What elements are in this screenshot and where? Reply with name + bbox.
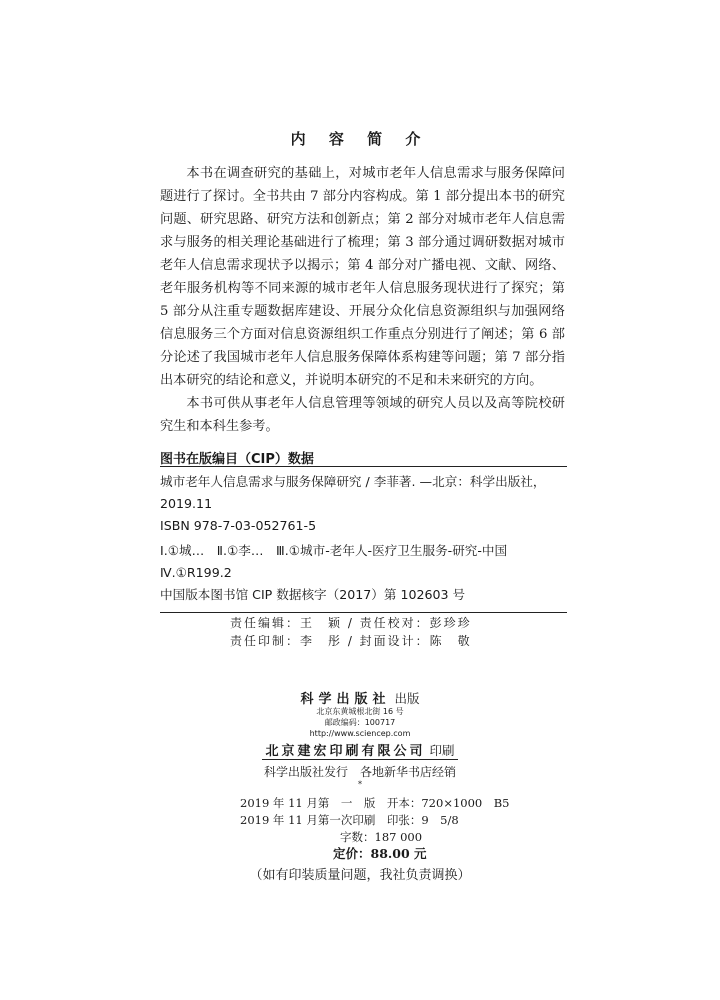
- publisher-website: http://www.sciencep.com: [309, 729, 411, 738]
- word-count: 字数：187 000: [340, 830, 423, 844]
- publisher-address: 北京东黄城根北街 16 号: [316, 707, 404, 716]
- edition-line-1: 2019 年 11 月第 一 版 开本：720×1000 B5: [240, 796, 510, 810]
- price-label: 定价：: [333, 846, 371, 861]
- publisher-suffix: 出版: [394, 691, 420, 706]
- cip-top-rule: [160, 466, 567, 467]
- printer-suffix: 印刷: [429, 743, 455, 758]
- star-mark: *: [358, 780, 362, 789]
- staff-line-production: 责任印制：李 彤 / 封面设计：陈 敬: [230, 634, 472, 648]
- publisher-postal-code: 邮政编码：100717: [324, 718, 396, 727]
- summary-title: 内 容 简 介: [290, 130, 430, 148]
- publisher-name: 科学出版社: [300, 692, 391, 707]
- distribution-line: 科学出版社发行 各地新华书店经销: [263, 765, 456, 779]
- staff-line-editors: 责任编辑：王 颖 / 责任校对：彭珍珍: [230, 616, 472, 630]
- printer-line: [0, 740, 720, 759]
- summary-paragraph-2: 本书可供从事老年人信息管理等领域的研究人员以及高等院校研究生和本科生参考。: [160, 396, 565, 434]
- cip-classification: Ⅰ.①城… Ⅱ.①李… Ⅲ.①城市-老年人-医疗卫生服务-研究-中国 Ⅳ.①R199.2: [160, 543, 520, 580]
- summary-paragraph-1: 本书在调查研究的基础上，对城市老年人信息需求与服务保障问题进行了探讨。全书共由 7 部分内容构成。第 1 部分提出本书的研究问题、研究思路、研究方法和创新点；第 2 部分对城市老年人信息需求与服务的相关理论基础进行了梳理；第 3 部分通过调研数据对城市老年人信息需求现状予以揭示；第 4 部分对广播电视、文献、网络、老年服务机构等不同来源的城市老年人信息服务现状进行了探究；第 5 部分从注重专题数据库建设、开展分众化信息资源组织与加强网络信息服务三个方面对信息资源组织工作重点分别进行了阐述；第 6 部分论述了我国城市老年人信息服务保障体系构建等问题；第 7 部分指出本研究的结论和意义，并说明本研究的不足和未来研究的方向。: [160, 166, 565, 388]
- price: [333, 844, 427, 862]
- quality-note: （如有印装质量问题，我社负责调换）: [249, 868, 471, 883]
- distribution-rule: [262, 759, 458, 760]
- edition-line-2: 2019 年 11 月第一次印刷 印张：9 5/8: [240, 813, 459, 827]
- printer-name: 北京建宏印刷有限公司: [265, 744, 426, 759]
- cip-heading: 图书在版编目（CIP）数据: [160, 452, 314, 467]
- cip-record-number: 中国版本图书馆 CIP 数据核字（2017）第 102603 号: [160, 587, 466, 602]
- cip-bottom-rule: [160, 612, 567, 613]
- cip-isbn: ISBN 978-7-03-052761-5: [160, 518, 317, 533]
- price-value: 88.00 元: [370, 846, 427, 861]
- cip-entry: 城市老年人信息需求与服务保障研究 / 李菲著. —北京：科学出版社，2019.11: [160, 474, 546, 511]
- publisher-line: [0, 688, 720, 707]
